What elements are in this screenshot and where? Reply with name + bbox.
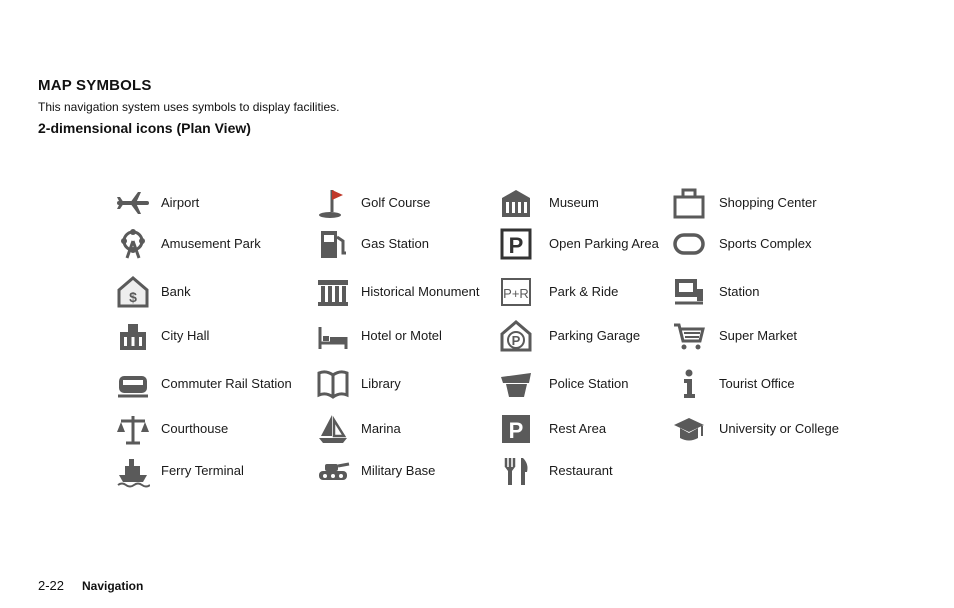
stadium-icon [672,227,706,261]
police-cap-icon [499,367,533,401]
bed-icon [316,319,350,353]
symbol-label: Bank [161,284,191,299]
symbol-label: Sports Complex [719,236,812,251]
symbol-label: Amusement Park [161,236,261,251]
symbol-label: Tourist Office [719,376,795,391]
rest-area-icon [499,412,533,446]
svg-text:P: P [508,418,524,443]
parking-garage-icon [499,319,533,353]
symbol-label: Park & Ride [549,284,619,299]
symbol-label: Restaurant [549,463,613,478]
symbol-label: Library [361,376,401,391]
symbol-label: Gas Station [361,236,429,251]
svg-text:P: P [508,233,524,258]
page-heading: MAP SYMBOLS [38,77,152,94]
symbol-label: Police Station [549,376,629,391]
city-hall-icon [116,319,150,353]
symbol-label: Parking Garage [549,328,641,343]
parking-icon [499,227,533,261]
symbol-label: Hotel or Motel [361,328,442,343]
gas-pump-icon [316,227,350,261]
symbol-label: Rest Area [549,421,607,436]
bank-icon [116,275,150,309]
sailboat-icon [316,412,350,446]
park-and-ride-icon [499,275,533,309]
station-icon [672,275,706,309]
symbol-label: Airport [161,195,200,210]
golf-flag-icon [316,186,350,220]
intro-text: This navigation system uses symbols to display facilities. [38,100,340,114]
airplane-icon [116,186,150,220]
scales-icon [116,412,150,446]
shopping-cart-icon [672,319,706,353]
monument-icon [316,275,350,309]
svg-text:$: $ [129,289,137,305]
symbol-label: Historical Monument [361,284,480,299]
symbol-label: Museum [549,195,599,210]
section-subheading: 2-dimensional icons (Plan View) [38,120,251,136]
symbol-label: Courthouse [161,421,229,436]
book-icon [316,367,350,401]
symbol-label: Military Base [361,463,436,478]
shopping-bag-icon [672,186,706,220]
symbol-label: Ferry Terminal [161,463,244,478]
symbol-label: Commuter Rail Station [161,376,292,391]
commuter-rail-icon [116,367,150,401]
symbol-label: Golf Course [361,195,431,210]
svg-text:P: P [511,333,521,348]
info-icon [672,367,706,401]
symbol-label: University or College [719,421,839,436]
symbol-label: Shopping Center [719,195,817,210]
fork-knife-icon [499,454,533,488]
tank-icon [316,454,350,488]
park-and-ride-icon-text: P+R [503,286,529,301]
section-name: Navigation [82,579,144,593]
symbol-label: Open Parking Area [549,236,659,251]
amusement-park-icon [116,227,150,261]
museum-icon [499,186,533,220]
ferry-icon [116,454,150,488]
symbol-label: Station [719,284,760,299]
page-number: 2-22 [38,578,65,593]
symbol-label: City Hall [161,328,210,343]
symbol-label: Marina [361,421,401,436]
symbol-label: Super Market [719,328,798,343]
graduation-cap-icon [672,412,706,446]
